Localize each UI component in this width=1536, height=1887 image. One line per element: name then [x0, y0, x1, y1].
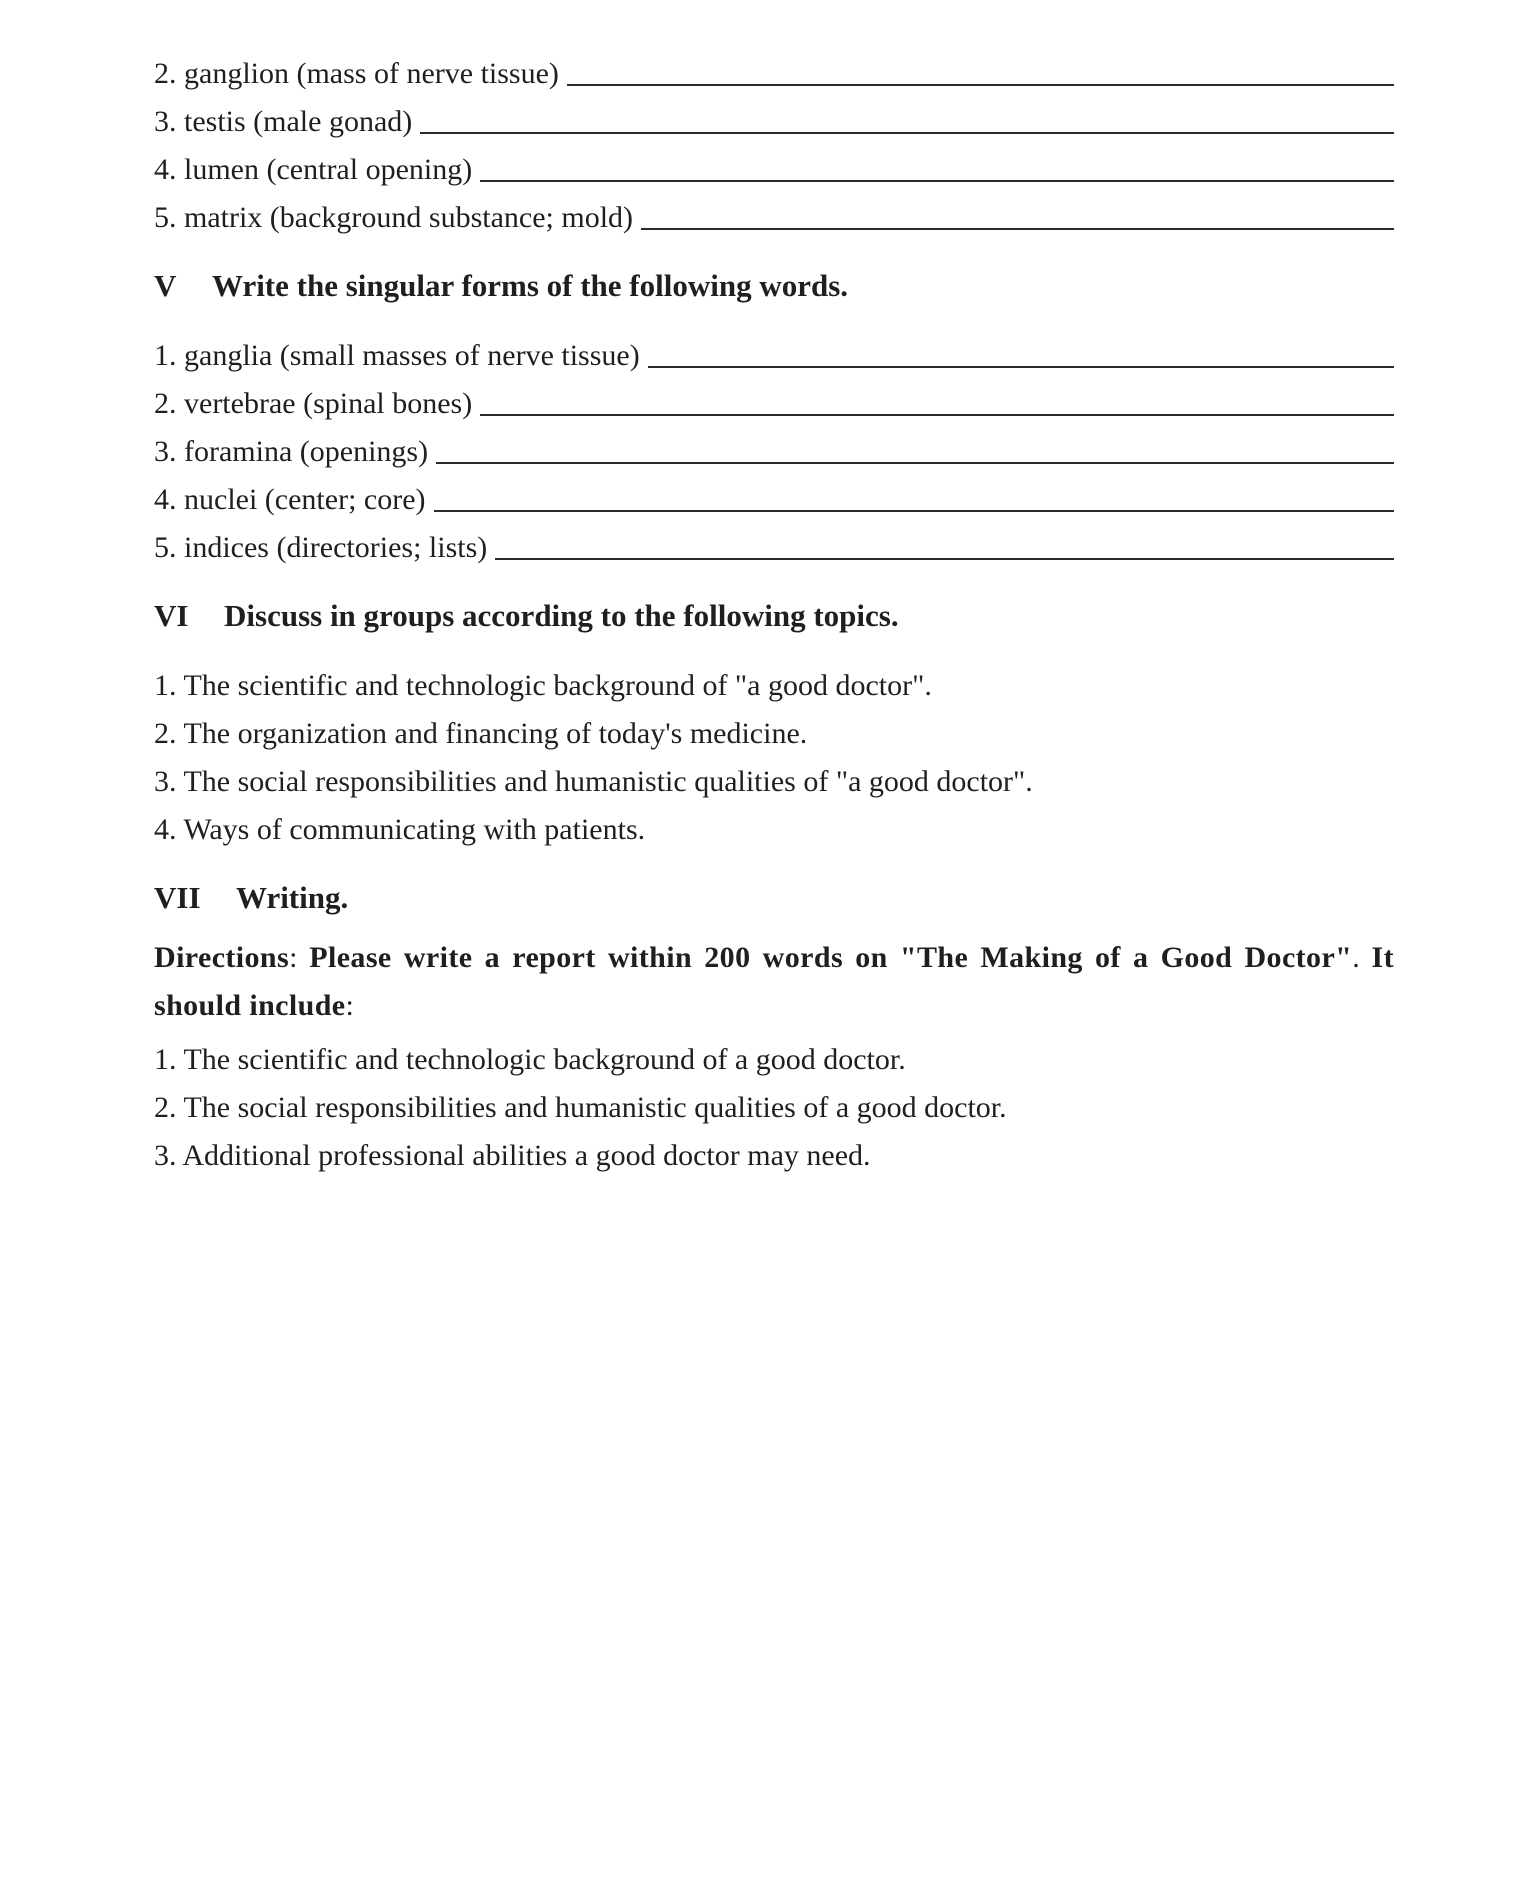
section-vi-list [154, 656, 1394, 848]
answer-blank[interactable] [648, 366, 1394, 368]
directions-tail: It should include [154, 941, 1395, 1022]
list-item: 1. The scientific and technologic background of a good doctor. [154, 1043, 906, 1076]
item-text: 3. foramina (openings) [154, 435, 429, 468]
list-item: 3. The social responsibilities and humanistic qualities of "a good doctor". [154, 765, 1033, 798]
fill-in-item [154, 140, 1394, 188]
section-vii-heading [154, 880, 1394, 916]
answer-blank[interactable] [434, 510, 1394, 512]
section-vi-heading [154, 598, 1394, 634]
section-v-heading [154, 268, 1394, 304]
fill-in-item [154, 326, 1394, 374]
section-title: Discuss in groups according to the following topics. [224, 598, 899, 633]
section-iv-list [154, 44, 1394, 236]
answer-blank[interactable] [567, 84, 1394, 86]
answer-blank[interactable] [420, 132, 1394, 134]
fill-in-item [154, 470, 1394, 518]
list-item: 1. The scientific and technologic background of "a good doctor". [154, 669, 932, 702]
item-text: 1. ganglia (small masses of nerve tissue) [154, 339, 640, 372]
fill-in-item [154, 422, 1394, 470]
directions-text: Please write a report within 200 words on "The Making of a Good Doctor" [309, 941, 1353, 974]
fill-in-item [154, 518, 1394, 566]
section-vii-list [154, 1030, 1394, 1174]
section-title: Writing. [236, 880, 349, 915]
directions-paragraph: Directions: Please write a report within 200 words on "The Making of a Good Doctor". It should include: [154, 941, 1395, 1022]
list-item: 2. The organization and financing of today's medicine. [154, 717, 808, 750]
answer-blank[interactable] [480, 414, 1394, 416]
document-page [154, 44, 1394, 1174]
item-text: 3. testis (male gonad) [154, 105, 413, 138]
directions-label: Directions [154, 941, 290, 974]
list-item: 3. Additional professional abilities a good doctor may need. [154, 1139, 871, 1172]
item-text: 5. indices (directories; lists) [154, 531, 488, 564]
section-number: VII [154, 880, 201, 915]
fill-in-item [154, 92, 1394, 140]
answer-blank[interactable] [436, 462, 1394, 464]
fill-in-item [154, 188, 1394, 236]
list-item: 4. Ways of communicating with patients. [154, 813, 646, 846]
section-title: Write the singular forms of the following words. [212, 268, 849, 303]
item-text: 4. lumen (central opening) [154, 153, 473, 186]
answer-blank[interactable] [495, 558, 1394, 560]
section-v-list [154, 326, 1394, 566]
item-text: 2. vertebrae (spinal bones) [154, 387, 473, 420]
list-item: 2. The social responsibilities and humanistic qualities of a good doctor. [154, 1091, 1007, 1124]
answer-blank[interactable] [641, 228, 1394, 230]
item-text: 2. ganglion (mass of nerve tissue) [154, 57, 559, 90]
fill-in-item [154, 374, 1394, 422]
section-number: V [154, 268, 177, 303]
item-text: 5. matrix (background substance; mold) [154, 201, 634, 234]
answer-blank[interactable] [480, 180, 1394, 182]
fill-in-item [154, 44, 1394, 92]
section-number: VI [154, 598, 189, 633]
item-text: 4. nuclei (center; core) [154, 483, 426, 516]
